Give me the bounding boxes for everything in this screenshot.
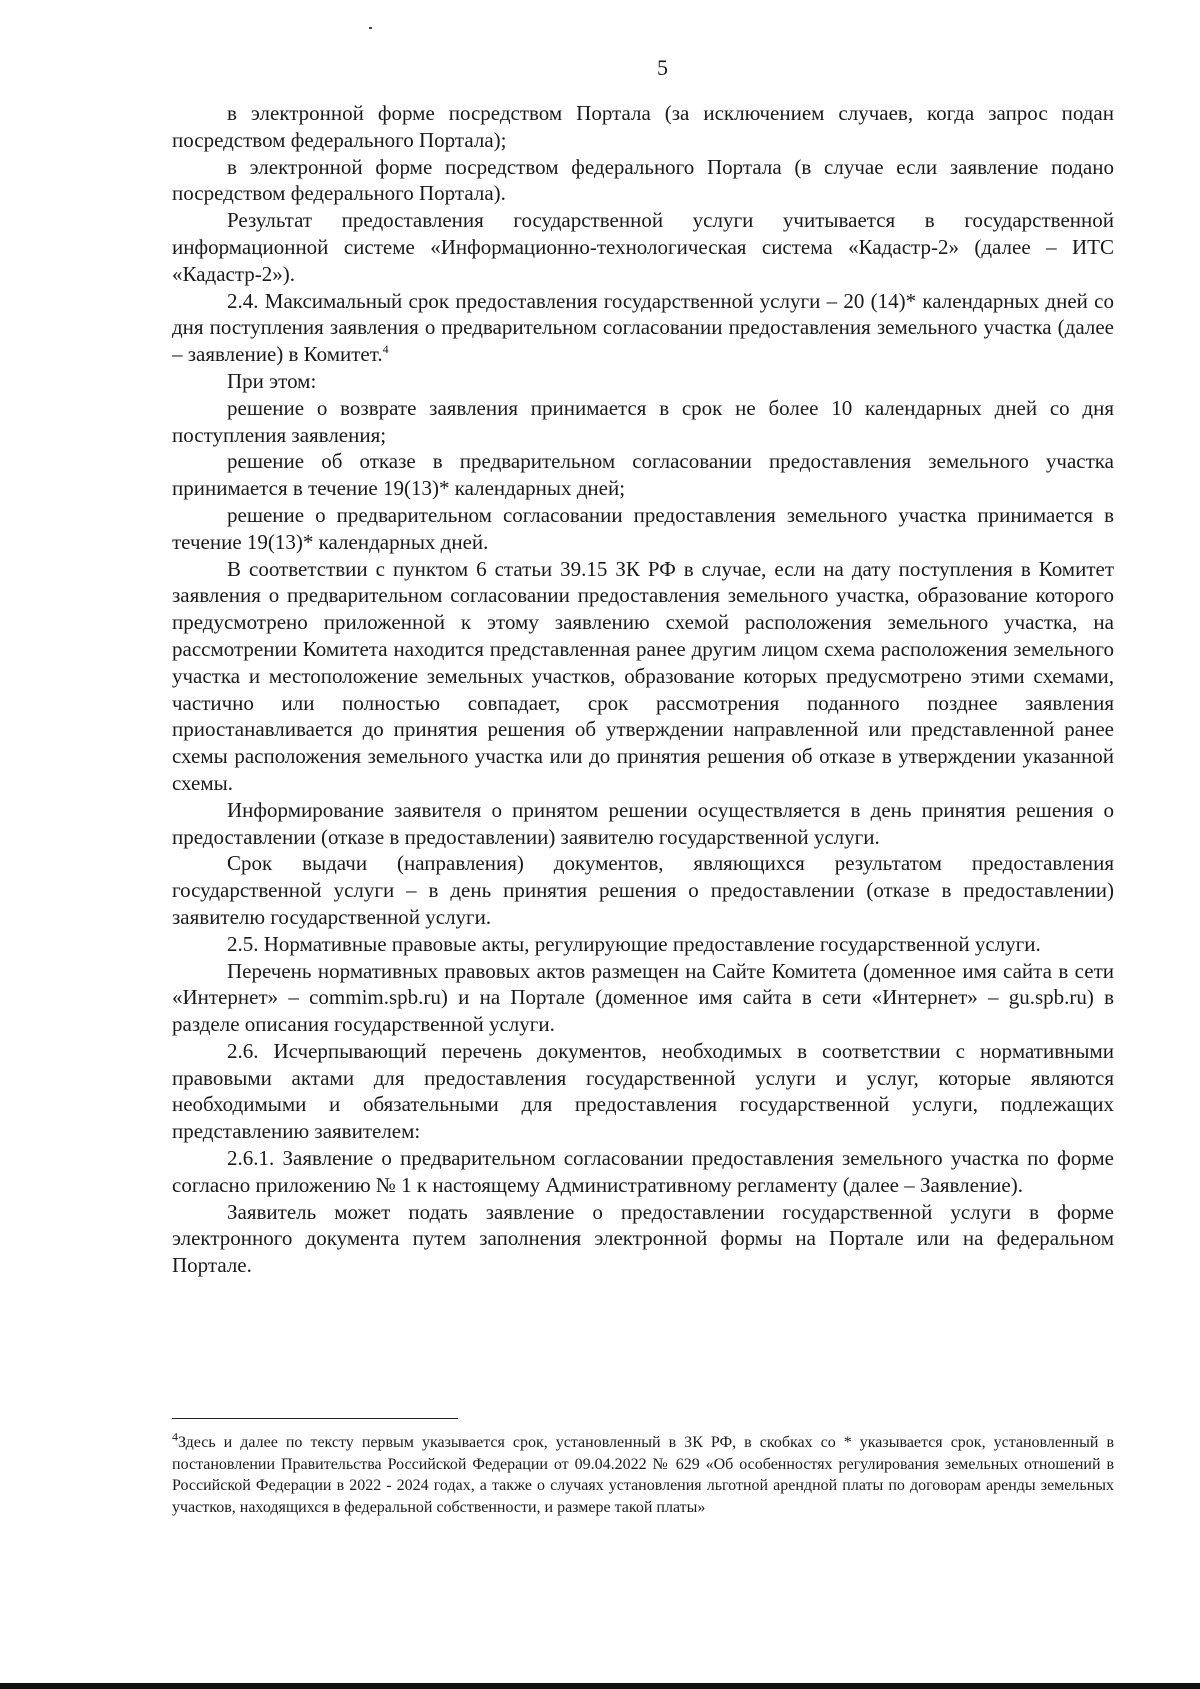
- paragraph-2-4-text: 2.4. Максимальный срок предоставления государственной услуги – 20 (14)* календарных дней со дня поступления заявления о предварительном согласовании предоставления земельного участка (далее – заявление) в Комитет.: [172, 288, 1114, 367]
- paragraph-informing: Информирование заявителя о принятом решении осуществляется в день принятия решения о предоставлении (отказе в предоставлении) заявителю государственной услуги.: [172, 797, 1114, 849]
- paragraph-return-decision: решение о возврате заявления принимается в срок не более 10 календарных дней со дня поступления заявления;: [172, 395, 1114, 447]
- paragraph-2-6-documents: 2.6. Исчерпывающий перечень документов, необходимых в соответствии с нормативными правовыми актами для предоставления государственной услуги и услуг, которые являются необходимыми и обязательными для предоставления государственной услуги, подлежащих представлению заявителем:: [172, 1038, 1114, 1144]
- scan-mark: [369, 27, 372, 29]
- document-body: [172, 100, 1114, 1279]
- paragraph-at-this: При этом:: [227, 368, 317, 393]
- scan-bottom-edge: [0, 1683, 1200, 1689]
- footnote-marker: 4: [172, 1429, 178, 1444]
- paragraph-approval-decision: решение о предварительном согласовании предоставления земельного участка принимается в течение 19(13)* календарных дней.: [172, 502, 1114, 554]
- paragraph-2-4-max-term: [172, 288, 1114, 368]
- paragraph-refusal-decision: решение об отказе в предварительном согласовании предоставления земельного участка принимается в течение 19(13)* календарных дней;: [172, 449, 1114, 501]
- paragraph-federal-portal: в электронной форме посредством федерального Портала (в случае если заявление подано посредством федерального Портала).: [172, 154, 1114, 206]
- page-number: 5: [657, 55, 668, 80]
- paragraph-2-6-1-application: 2.6.1. Заявление о предварительном согласовании предоставления земельного участка по форме согласно приложению № 1 к настоящему Административному регламенту (далее – Заявление).: [172, 1146, 1114, 1197]
- paragraph-2-5-legal-acts: 2.5. Нормативные правовые акты, регулирующие предоставление государственной услуги.: [227, 931, 1041, 956]
- footnote-ref: 4: [382, 342, 389, 357]
- footnote: [172, 1429, 1114, 1519]
- paragraph-result-accounting: Результат предоставления государственной услуги учитывается в государственной информационной системе «Информационно-технологическая система «Кадастр-2» (далее – ИТС «Кадастр-2»).: [172, 208, 1114, 286]
- paragraph-article-39-15: В соответствии с пунктом 6 статьи 39.15 ЗК РФ в случае, если на дату поступления в Комитет заявления о предварительном согласовании предоставления земельного участка, образование которого предусмотрено приложенной к этому заявлению схемой расположения земельного участка, на рассмотрении Комитета находится представленная ранее другим лицом схема расположения земельного участка и местоположение земельных участков, образование которых предусмотрено этими схемами, частично или полностью совпадает, срок рассмотрения поданного позднее заявления приостанавливается до принятия решения об утверждении направленной или представленной ранее схемы расположения земельного участка или до принятия решения об отказе в утверждении указанной схемы.: [172, 556, 1114, 795]
- footnote-divider: [172, 1418, 458, 1419]
- paragraph-issue-term: Срок выдачи (направления) документов, являющихся результатом предоставления государственной услуги – в день принятия решения о предоставлении (отказе в предоставлении) заявителю государственной услуги.: [172, 851, 1114, 929]
- footnote-text: Здесь и далее по тексту первым указывается срок, установленный в ЗК РФ, в скобках со * указывается срок, установленный в постановлении Правительства Российской Федерации от 09.04.2022 № 629 «Об особенностях регулирования земельных отношений в Российской Федерации в 2022 - 2024 годах, а также о случаях установления льготной арендной платы по договорам аренды земельных участков, находящихся в федеральной собственности, и размере такой платы»: [172, 1434, 1114, 1517]
- paragraph-electronic-submission: Заявитель может подать заявление о предоставлении государственной услуги в форме электронного документа путем заполнения электронной формы на Портале или на федеральном Портале.: [172, 1199, 1114, 1278]
- paragraph-acts-list: Перечень нормативных правовых актов размещен на Сайте Комитета (доменное имя сайта в сети «Интернет» – commim.spb.ru) и на Портале (доменное имя сайта в сети «Интернет» – gu.spb.ru) в разделе описания государственной услуги.: [172, 958, 1114, 1037]
- paragraph-portal: в электронной форме посредством Портала (за исключением случаев, когда запрос подан посредством федерального Портала);: [172, 101, 1114, 152]
